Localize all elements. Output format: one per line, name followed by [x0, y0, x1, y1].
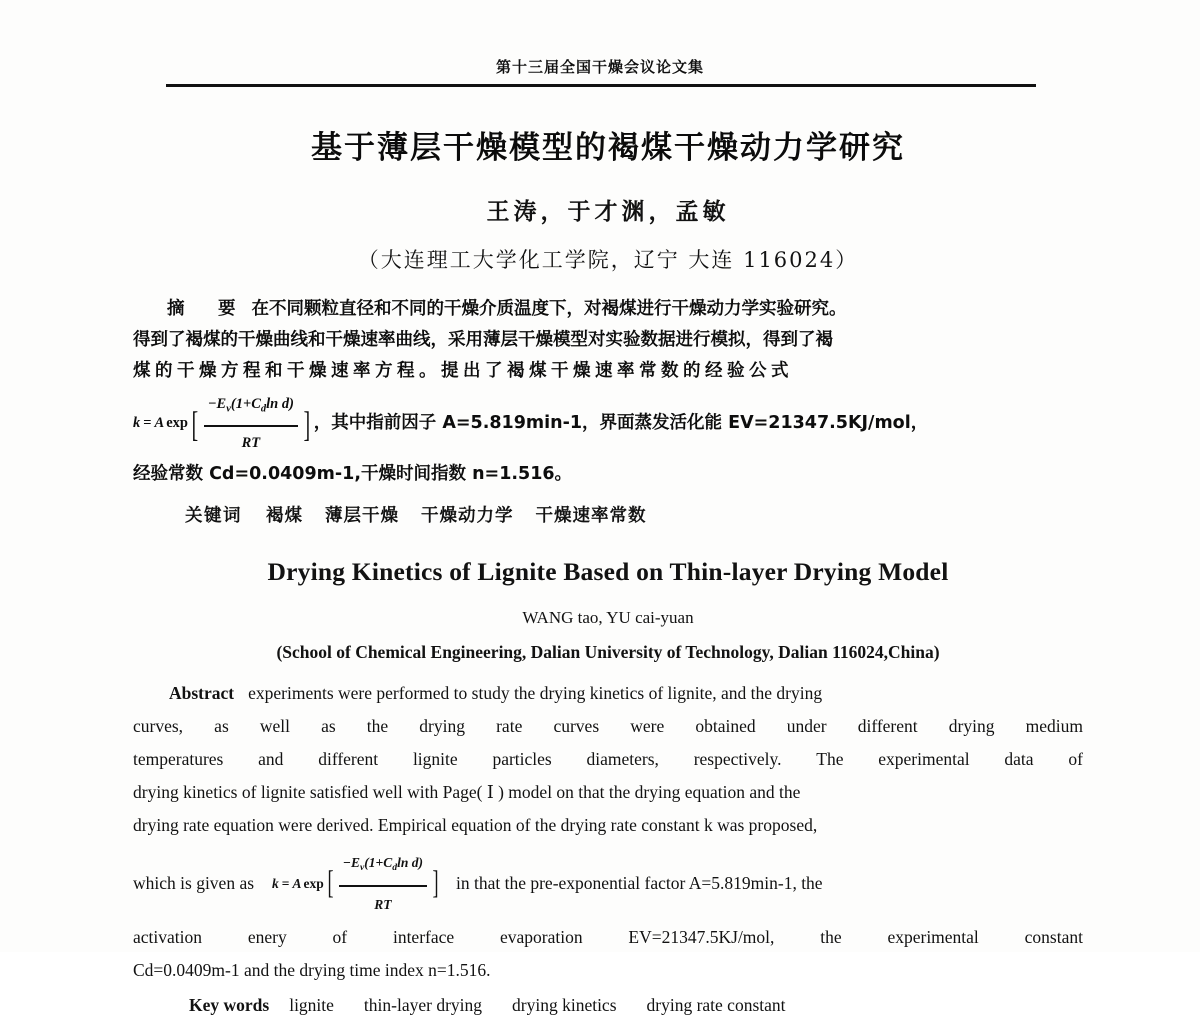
formula-num-sub1: v [359, 862, 365, 874]
word: experimental [878, 749, 970, 770]
authors-chinese: 王涛，于才渊，孟敏 [486, 198, 730, 225]
keyword-chinese-1: 褐煤 [266, 505, 303, 526]
abstract-chinese [133, 294, 1083, 490]
word: drying [948, 716, 995, 737]
word: The [816, 749, 844, 770]
word: the [820, 926, 842, 947]
word: the [366, 716, 389, 737]
formula-numerator [204, 389, 298, 425]
word: as [321, 716, 336, 737]
formula-lhs: k [133, 415, 141, 432]
formula-num-mid: (1+C [230, 396, 261, 412]
word: obtained [695, 716, 756, 737]
abstract-chinese-line-3: 煤的干燥方程和干燥速率方程。提出了褐煤干燥速率常数的经验公式 [133, 361, 793, 381]
keyword-chinese-4: 干燥速率常数 [535, 505, 647, 526]
page-title-chinese: 基于薄层干燥模型的褐煤干燥动力学研究 [311, 130, 905, 166]
formula-bracket-open-icon: [ [191, 403, 199, 444]
word: lignite [412, 749, 458, 770]
document-content [133, 110, 1083, 1016]
word: interface [392, 926, 455, 947]
formula-num-sub2: d [392, 862, 398, 874]
formula-equals: = [281, 875, 290, 891]
word: evaporation [499, 926, 583, 947]
abstract-chinese-line-2: 得到了褐煤的干燥曲线和干燥速率曲线，采用薄层干燥模型对实验数据进行模拟，得到了褐 [133, 330, 833, 350]
formula-equals: = [143, 415, 152, 432]
word: different [857, 716, 918, 737]
word: were [630, 716, 665, 737]
abstract-chinese-line-5: 经验常数 Cd=0.0409m-1,干燥时间指数 n=1.516。 [133, 463, 573, 484]
keywords-label-english: Key words [189, 994, 270, 1015]
formula-fraction [339, 846, 427, 921]
abstract-english [133, 677, 1083, 987]
formula-num-mid: (1+C [364, 855, 393, 871]
word: drying [419, 716, 465, 737]
formula-factor: A [154, 415, 165, 432]
authors-english: WANG tao, YU cai-yuan [522, 608, 694, 628]
word: constant [1024, 926, 1083, 947]
keyword-english-2: thin-layer drying [363, 994, 483, 1015]
abstract-label-english: Abstract [169, 683, 235, 704]
formula-row-english [133, 846, 1083, 921]
affiliation-chinese: （大连理工大学化工学院，辽宁 大连 116024） [357, 248, 859, 272]
word: EV=21347.5KJ/mol, [628, 926, 775, 947]
formula-factor: A [292, 875, 302, 891]
word: different [318, 749, 379, 770]
abstract-english-line-7 [133, 921, 1083, 954]
abstract-english-line-2 [133, 710, 1083, 743]
keyword-chinese-3: 干燥动力学 [421, 505, 514, 526]
abstract-english-line-8: Cd=0.0409m-1 and the drying time index n=1.516. [133, 959, 491, 980]
word: rate [496, 716, 523, 737]
word: particles [492, 749, 552, 770]
formula-num-prefix: −E [342, 855, 360, 871]
keywords-chinese [133, 502, 1083, 527]
keyword-english-4: drying rate constant [646, 994, 786, 1015]
running-header: 第十三届全国干燥会议论文集 [495, 58, 704, 76]
keyword-chinese-2: 薄层干燥 [325, 505, 399, 526]
drying-rate-constant-formula-english [272, 846, 442, 921]
abstract-english-line-4: drying kinetics of lignite satisfied well with Page( Ⅰ ) model on that the drying equation and the [133, 782, 801, 803]
formula-denominator: RT [374, 896, 392, 912]
keyword-english-1: lignite [289, 994, 334, 1015]
word: well [259, 716, 290, 737]
formula-tail-english: in that the pre-exponential factor A=5.819min-1, the [456, 872, 823, 893]
abstract-english-line-5: drying rate equation were derived. Empirical equation of the drying rate constant k was proposed, [133, 815, 818, 836]
abstract-english-line-1 [133, 677, 1083, 710]
drying-rate-constant-formula-chinese [133, 389, 314, 459]
abstract-chinese-line-1 [133, 294, 1083, 325]
formula-num-suffix: ln d) [266, 396, 294, 412]
formula-exp: exp [166, 415, 188, 432]
formula-num-suffix: ln d) [397, 855, 423, 871]
word: medium [1025, 716, 1083, 737]
formula-denominator: RT [241, 434, 261, 451]
word: of [332, 926, 348, 947]
formula-numerator [339, 846, 427, 885]
word: of [1068, 749, 1083, 770]
word: under [786, 716, 827, 737]
abstract-chinese-text-1: 在不同颗粒直径和不同的干燥介质温度下，对褐煤进行干燥动力学实验研究。 [251, 299, 847, 319]
word: experimental [887, 926, 979, 947]
header-rule-divider [166, 84, 1036, 87]
affiliation-english: (School of Chemical Engineering, Dalian University of Technology, Dalian 116024,China) [276, 642, 940, 663]
formula-bracket-open-icon: [ [327, 865, 334, 902]
formula-exp: exp [303, 875, 324, 891]
word: activation [133, 926, 203, 947]
formula-bracket-close-icon: ] [303, 403, 311, 444]
word: curves [553, 716, 600, 737]
word: and [258, 749, 284, 770]
word: respectively. [693, 749, 782, 770]
page-title-english: Drying Kinetics of Lignite Based on Thin-layer Drying Model [267, 556, 949, 586]
formula-lead-english: which is given as [133, 872, 255, 893]
abstract-chinese-after-formula: ，其中指前因子 A=5.819min-1，界面蒸发活化能 EV=21347.5KJ/mol， [313, 413, 929, 434]
word: temperatures [133, 749, 224, 770]
abstract-english-line-3 [133, 743, 1083, 776]
word: data [1004, 749, 1034, 770]
keywords-english [133, 995, 1083, 1016]
formula-fraction [204, 389, 298, 459]
word: diameters, [586, 749, 659, 770]
word: as [214, 716, 229, 737]
keywords-label-chinese: 关键词 [185, 505, 242, 526]
formula-num-sub1: v [226, 403, 231, 415]
formula-row-chinese [133, 389, 1083, 459]
abstract-label-chinese: 摘 要 [167, 299, 244, 319]
keyword-english-3: drying kinetics [512, 994, 617, 1015]
formula-bracket-close-icon: ] [432, 865, 439, 902]
formula-num-prefix: −E [207, 396, 227, 412]
formula-num-sub2: d [260, 403, 267, 415]
formula-lhs: k [272, 875, 279, 891]
abstract-english-text-1: experiments were performed to study the drying kinetics of lignite, and the drying [248, 683, 823, 704]
word: enery [247, 926, 287, 947]
word: curves, [133, 716, 184, 737]
